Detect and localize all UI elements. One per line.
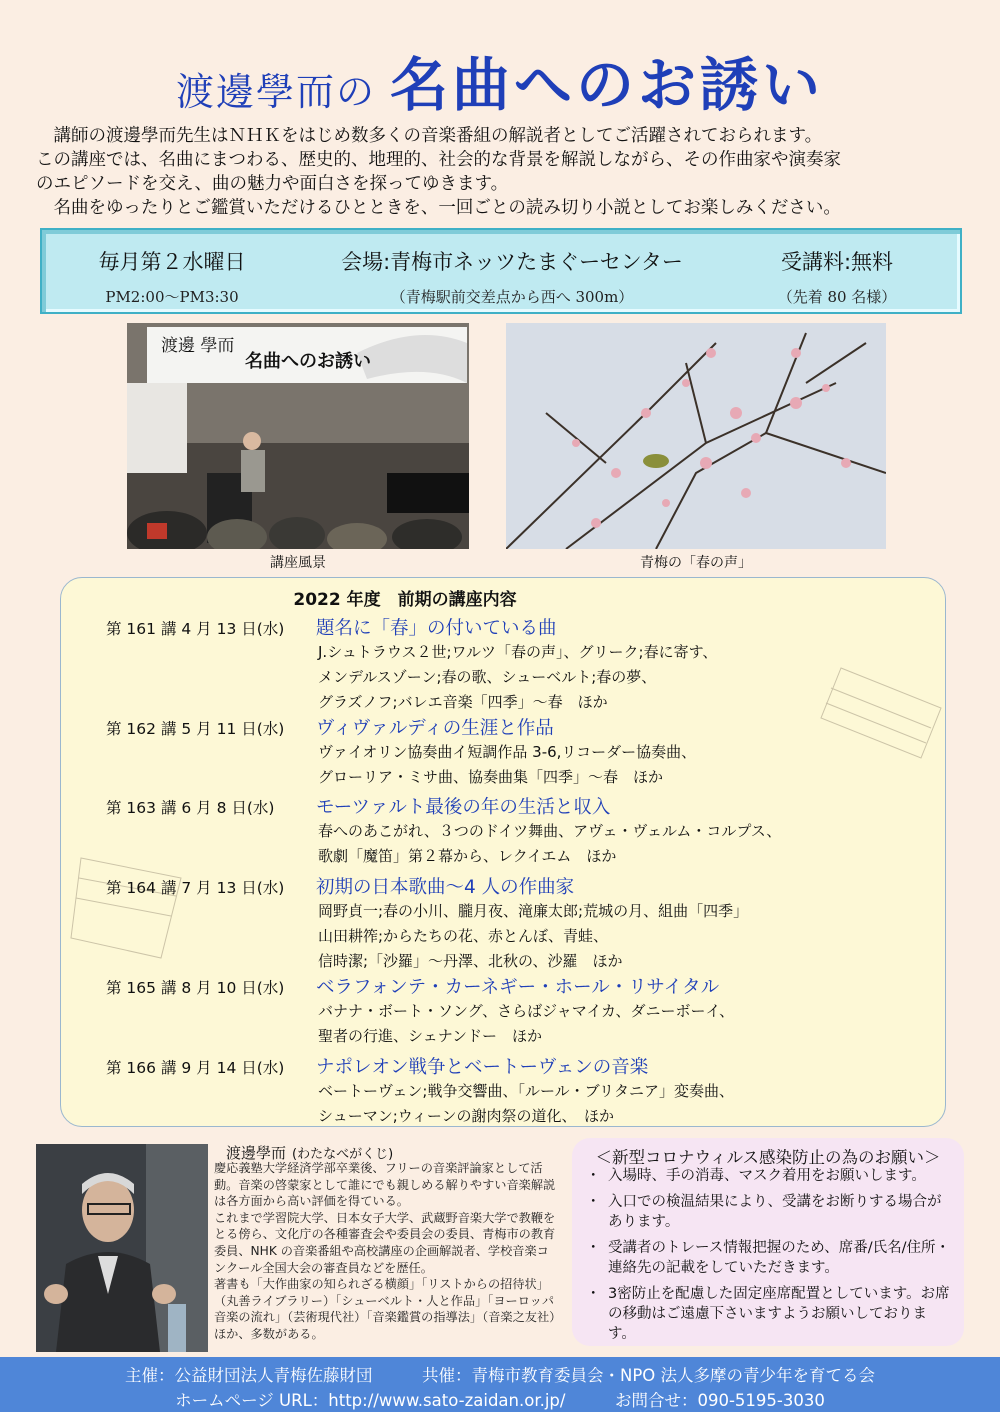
lecture-number: 第 165 講 8 月 10 日(水) bbox=[106, 979, 285, 997]
lecture-title: 初期の日本歌曲～4 人の作曲家 bbox=[316, 877, 575, 898]
page-title bbox=[0, 38, 1000, 122]
footer bbox=[0, 1357, 1000, 1412]
lecture-detail: グローリア・ミサ曲、協奏曲集「四季」～春 ほか bbox=[318, 768, 664, 786]
intro-text bbox=[36, 124, 966, 220]
lecturer-name: 渡邊學而 bbox=[226, 1144, 287, 1162]
notice-item: ・ 3密防止を配慮した固定座席配置としています。お席の移動はご遠慮下さいますようお願いしております。 bbox=[582, 1284, 952, 1344]
lecture-detail: 信時潔;「沙羅」～丹澤、北秋の、沙羅 ほか bbox=[318, 952, 623, 970]
info-fee-note: （先着 80 名様） bbox=[777, 288, 897, 306]
lecture-number: 第 162 講 5 月 11 日(水) bbox=[106, 720, 285, 738]
lecture-detail: ベートーヴェン;戦争交響曲、「ルール・ブリタニア」変奏曲、 bbox=[318, 1082, 735, 1100]
title-main: 名曲へのお誘い bbox=[390, 51, 825, 119]
info-venue: 会場:青梅市ネッツたまぐーセンター bbox=[341, 250, 683, 274]
info-venue-note: （青梅駅前交差点から西へ 300m） bbox=[390, 288, 634, 306]
lecturer-photo bbox=[36, 1144, 208, 1352]
lecture-number: 第 164 講 7 月 13 日(水) bbox=[106, 879, 285, 897]
bio-paragraph: これまで学習院大学、日本女子大学、武蔵野音楽大学で教鞭をとる傍ら、文化庁の各種審査会や委員会の委員、青梅市の教育委員、NHK の音楽番組や高校講座の企画解説者、学校音楽コンクール全国大会の審査員などを歴任。 bbox=[214, 1210, 556, 1275]
info-box bbox=[40, 228, 962, 314]
lecture-photo bbox=[127, 323, 469, 549]
caption-left: 講座風景 bbox=[270, 555, 326, 571]
lecture-detail: 岡野貞一;春の小川、朧月夜、滝廉太郎;荒城の月、組曲「四季」 bbox=[318, 902, 749, 920]
lecturer-reading: (わたなべがくじ) bbox=[292, 1147, 394, 1162]
schedule-title: 2022 年度 前期の講座内容 bbox=[293, 590, 517, 610]
lecture-detail: 歌劇「魔笛」第２幕から、レクイエム ほか bbox=[318, 847, 617, 865]
caption-right: 青梅の「春の声」 bbox=[640, 555, 752, 571]
lecture-title: ヴィヴァルディの生涯と作品 bbox=[316, 718, 554, 739]
bio-paragraph: 慶応義塾大学経済学部卒業後、フリーの音楽評論家として活動。音楽の啓蒙家として誰にでも親しめる解りやすい音楽解説は各方面から高い評価を得ている。 bbox=[214, 1161, 556, 1209]
lecture-detail: J.シュトラウス２世;ワルツ「春の声」、グリーク;春に寄す、 bbox=[318, 643, 718, 661]
intro-line: のエピソードを交え、曲の魅力や面白さを探ってゆきます。 bbox=[36, 174, 509, 194]
banner-name: 渡邊 學而 bbox=[161, 336, 235, 356]
lecture-item bbox=[106, 1053, 734, 1129]
lecture-title: 題名に「春」の付いている曲 bbox=[316, 618, 557, 639]
lecture-number: 第 161 講 4 月 13 日(水) bbox=[106, 620, 285, 638]
intro-line: 名曲をゆったりとご鑑賞いただけるひとときを、一回ごとの読み切り小説としてお楽しみください。 bbox=[36, 198, 841, 218]
lecture-number: 第 166 講 9 月 14 日(水) bbox=[106, 1059, 285, 1077]
notice-item: ・ 入場時、手の消毒、マスク着用をお願いします。 bbox=[582, 1166, 952, 1186]
lecturer-bio bbox=[214, 1160, 560, 1343]
intro-line: この講座では、名曲にまつわる、歴史的、地理的、社会的な背景を解説しながら、その作曲家や演奏家 bbox=[36, 150, 841, 170]
bio-paragraph: 著書も「大作曲家の知られざる横顔」「リストからの招待状」（丸善ライブラリー）「シューベルト・人と作品」「ヨーロッパ音楽の流れ」（芸術現代社）「音楽鑑賞の指導法」（音楽之友社）ほか、多数がある。 bbox=[214, 1277, 556, 1341]
title-prefix: 渡邊學而の bbox=[175, 70, 376, 114]
lecture-detail: メンデルスゾーン;春の歌、シューベルト;春の夢、 bbox=[318, 668, 657, 686]
covid-notice bbox=[572, 1138, 964, 1346]
info-date: 毎月第２水曜日 bbox=[98, 250, 246, 274]
lecture-detail: シューマン;ウィーンの謝肉祭の道化、 ほか bbox=[318, 1107, 615, 1125]
footer-contact: ホームページ URL：http://www.sato-zaidan.or.jp/ お問合せ：090-5195-3030 bbox=[175, 1391, 825, 1410]
info-time: PM2:00～PM3:30 bbox=[105, 288, 239, 306]
lecture-detail: ヴァイオリン協奏曲イ短調作品 3-6,リコーダー協奏曲、 bbox=[318, 743, 697, 761]
lecture-item bbox=[106, 873, 748, 974]
lecture-detail: 山田耕筰;からたちの花、赤とんぼ、青蛙、 bbox=[318, 927, 609, 945]
lecture-title: ベラフォンテ・カーネギー・ホール・リサイタル bbox=[316, 977, 720, 998]
notice-item: ・ 入口での検温結果により、受講をお断りする場合があります。 bbox=[582, 1192, 952, 1232]
banner-title: 名曲へのお誘い bbox=[245, 351, 371, 372]
lecture-title: モーツァルト最後の年の生活と収入 bbox=[316, 797, 611, 818]
notice-title: ＜新型コロナウィルス感染防止の為のお願い＞ bbox=[595, 1148, 941, 1167]
notice-item: ・ 受講者のトレース情報把握のため、席番/氏名/住所・連絡先の記載をしていただきます。 bbox=[582, 1238, 952, 1278]
lecture-item bbox=[106, 973, 734, 1049]
info-fee: 受講料:無料 bbox=[780, 250, 894, 274]
lecture-detail: バナナ・ボート・ソング、さらばジャマイカ、ダニーボーイ、 bbox=[318, 1002, 735, 1020]
intro-line: 講師の渡邊學而先生はＮＨＫをはじめ数多くの音楽番組の解説者としてご活躍されておられます。 bbox=[36, 126, 823, 146]
lecture-detail: 聖者の行進、シェナンドー ほか bbox=[318, 1027, 542, 1045]
plum-blossom-photo bbox=[506, 323, 886, 549]
lecture-title: ナポレオン戦争とベートーヴェンの音楽 bbox=[316, 1057, 649, 1078]
lecture-item bbox=[106, 714, 696, 790]
lecture-detail: グラズノフ;バレエ音楽「四季」～春 ほか bbox=[318, 693, 608, 711]
footer-organizer: 主催：公益財団法人青梅佐藤財団 共催：青梅市教育委員会・NPO 法人多摩の青少年を育てる会 bbox=[124, 1366, 876, 1385]
lecture-detail: 春へのあこがれ、３つのドイツ舞曲、アヴェ・ヴェルム・コルプス、 bbox=[318, 822, 782, 840]
lecture-item bbox=[106, 614, 717, 715]
lecture-item bbox=[106, 793, 781, 869]
lecture-number: 第 163 講 6 月 8 日(水) bbox=[106, 799, 275, 817]
